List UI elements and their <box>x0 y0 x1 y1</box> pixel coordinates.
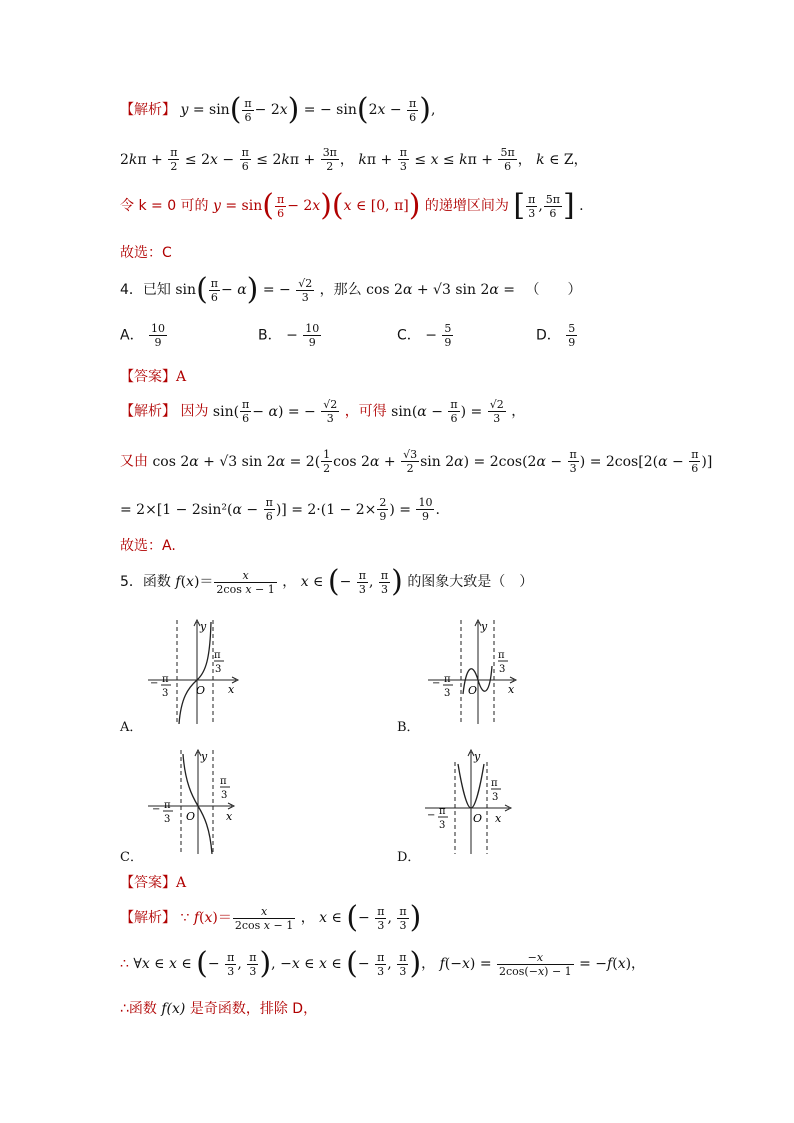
question-number: 4．已知 <box>120 282 171 298</box>
math-expr: sin( $\frac{\pi}{6}$ − α) = − $\frac{√2}{3}$ <box>175 272 313 307</box>
svg-text:π: π <box>444 674 451 685</box>
analysis-line: 【解析】 因为 sin( $\frac{\pi}{6}$ − α) = − $\frac{√2}{3}$ ，可得 sin(α − $\frac{\pi}{6}$ ) = $\frac{√2}{3}$ ， <box>120 398 526 425</box>
answer-value: A <box>176 875 187 891</box>
svg-text:y: y <box>201 750 208 763</box>
analysis-line: 又由 cos 2α + √3 sin 2α = 2( $\frac{1}{2}$ cos 2α + $\frac{√3}{2}$ sin 2α) = 2cos(2α − $\frac{\pi}{3}$ ) = 2cos[2(α − $\frac{\pi}{6}$ )] <box>120 448 713 475</box>
math-expr: [ $\frac{\pi}{3}$ , $\frac{5\pi}{6}$ ] <box>513 188 575 223</box>
svg-text:π: π <box>491 778 498 789</box>
svg-text:π: π <box>220 776 227 787</box>
analysis-line: ∴函数 f(x) 是奇函数，排除 D， <box>120 1001 318 1017</box>
analysis-line <box>120 946 646 981</box>
svg-text:y: y <box>481 620 488 633</box>
analysis-tag: 【解析】 <box>120 102 176 118</box>
question-5: 5．函数 f(x)＝ $\frac{x}{\text{2cos x − 1}}$ ， x ∈ (− $\frac{\pi}{3}$ , $\frac{\pi}{3}$ ) 的图象大致是（ ） <box>120 564 534 599</box>
option-b[interactable]: B． − $\frac{10}{9}$ <box>258 322 320 349</box>
svg-text:π: π <box>214 650 221 661</box>
analysis-line-1 <box>120 92 436 127</box>
svg-text:−: − <box>427 810 436 821</box>
math-expr: f(x)＝ <box>193 910 232 926</box>
analysis-line: 【解析】 ∵ f(x)＝ $\frac{x}{\text{2cos x − 1}}$ ， x ∈ (− $\frac{\pi}{3}$ , $\frac{\pi}{3}$ ) <box>120 900 422 935</box>
analysis-line-2 <box>120 146 588 173</box>
svg-text:π: π <box>162 674 169 685</box>
option-a[interactable]: A． $\frac{10}{9}$ <box>120 322 166 349</box>
math-expr: cos 2α + √3 sin 2α = 2( $\frac{1}{2}$ cos 2α + $\frac{√3}{2}$ sin 2α) = 2cos(2α − $\frac{\pi}{3}$ ) = 2cos[2(α − $\frac{\pi}{6}$ )] <box>152 448 713 475</box>
math-expr: sin( $\frac{\pi}{6}$ − α) = − $\frac{√2}{3}$ <box>212 398 338 425</box>
graph-label-c: C． <box>120 850 143 865</box>
axis-x-label: x <box>228 683 235 696</box>
graph-label-b: B． <box>397 720 420 735</box>
svg-text:−: − <box>150 678 159 689</box>
conclusion: 故选：A. <box>120 538 176 554</box>
question-number: 5．函数 <box>120 574 171 590</box>
math-expr: f(x)＝ $\frac{x}{\text{2cos x − 1}}$ <box>175 568 275 596</box>
svg-text:3: 3 <box>439 820 446 831</box>
svg-text:O: O <box>468 684 478 697</box>
math-expr: y = sin( $\frac{\pi}{6}$ − 2x) = − sin(2x − $\frac{\pi}{6}$ ), <box>180 92 436 127</box>
svg-text:O: O <box>186 810 196 823</box>
option-d[interactable]: D． $\frac{5}{9}$ <box>536 322 576 349</box>
svg-text:x: x <box>508 683 515 696</box>
math-expr: = 2×[1 − 2sin²(α − $\frac{\pi}{6}$ )] = 2·(1 − 2× $\frac{2}{9}$ ) = $\frac{10}{9}$ . <box>120 496 440 523</box>
svg-text:3: 3 <box>164 814 171 825</box>
answer-tag: 【答案】 <box>120 369 176 385</box>
origin-label: O <box>196 684 206 697</box>
svg-text:3: 3 <box>444 688 451 699</box>
math-expr: ∴ ∀x ∈ x ∈ (− $\frac{\pi}{3}$ , $\frac{\pi}{3}$ ), −x ∈ x ∈ (− $\frac{\pi}{3}$ , $\frac{\pi}{3}$ )， f(−x) = $\frac{-x}{2\cos(-x) - 1}$ = −f(x)， <box>120 946 646 981</box>
svg-text:3: 3 <box>492 792 499 803</box>
svg-text:π: π <box>498 650 505 661</box>
option-c[interactable]: C． − $\frac{5}{9}$ <box>397 322 452 349</box>
graph-option-a[interactable] <box>148 618 268 728</box>
analysis-tag: 【解析】 <box>120 910 176 926</box>
svg-text:3: 3 <box>221 790 228 801</box>
answer-tag: 【答案】 <box>120 875 176 891</box>
math-expr: sin(α − $\frac{\pi}{6}$ ) = $\frac{√2}{3}$ <box>391 398 504 425</box>
svg-text:x: x <box>495 812 502 825</box>
graph-option-b[interactable] <box>428 618 548 728</box>
svg-text:−: − <box>152 804 161 815</box>
analysis-line-3: 令 k = 0 可的 y = sin( $\frac{\pi}{6}$ − 2x)(x ∈ [0, π]) 的递增区间为 [ $\frac{\pi}{3}$ , $\frac{5\pi}{6}$ ] . <box>120 188 584 223</box>
math-expr: x ∈ (− $\frac{\pi}{3}$ , $\frac{\pi}{3}$ ) <box>319 900 422 935</box>
svg-text:x: x <box>226 810 233 823</box>
axis-y-label: y <box>200 620 207 633</box>
svg-text:π: π <box>164 800 171 811</box>
svg-text:π: π <box>439 806 446 817</box>
svg-text:−: − <box>432 678 441 689</box>
question-4: 4．已知 sin( $\frac{\pi}{6}$ − α) = − $\frac{√2}{3}$ ，那么 cos 2α + √3 sin 2α = （ ） <box>120 272 582 307</box>
math-expr: y = sin( $\frac{\pi}{6}$ − 2x)(x ∈ [0, π]) <box>213 188 421 223</box>
svg-text:3: 3 <box>499 664 506 675</box>
answer-line <box>120 872 186 892</box>
answer-line <box>120 366 186 386</box>
text: 的递增区间为 <box>424 198 509 214</box>
graph-label-d: D． <box>397 850 421 865</box>
answer-value: A <box>176 369 187 385</box>
text: 令 k = 0 可的 <box>120 198 209 214</box>
analysis-line <box>120 496 440 523</box>
math-expr: cos 2α + √3 sin 2α = <box>366 282 516 298</box>
svg-text:y: y <box>474 750 481 763</box>
svg-text:3: 3 <box>215 664 222 675</box>
math-expr: x ∈ (− $\frac{\pi}{3}$ , $\frac{\pi}{3}$ ) <box>300 564 403 599</box>
analysis-tag: 【解析】 <box>120 403 176 420</box>
svg-text:3: 3 <box>162 688 169 699</box>
graph-label-a: A． <box>120 720 143 735</box>
graph-option-c[interactable] <box>148 748 268 858</box>
svg-text:O: O <box>473 812 483 825</box>
conclusion: 故选：C <box>120 245 172 261</box>
graph-option-d[interactable] <box>425 748 545 858</box>
math-expr: 2kπ + $\frac{\pi}{2}$ ≤ 2x − $\frac{\pi}{6}$ ≤ 2kπ + $\frac{3\pi}{2}$ ， kπ + $\frac{\pi}{3}$ ≤ x ≤ kπ + $\frac{5\pi}{6}$ ， k ∈ Z， <box>120 146 588 173</box>
